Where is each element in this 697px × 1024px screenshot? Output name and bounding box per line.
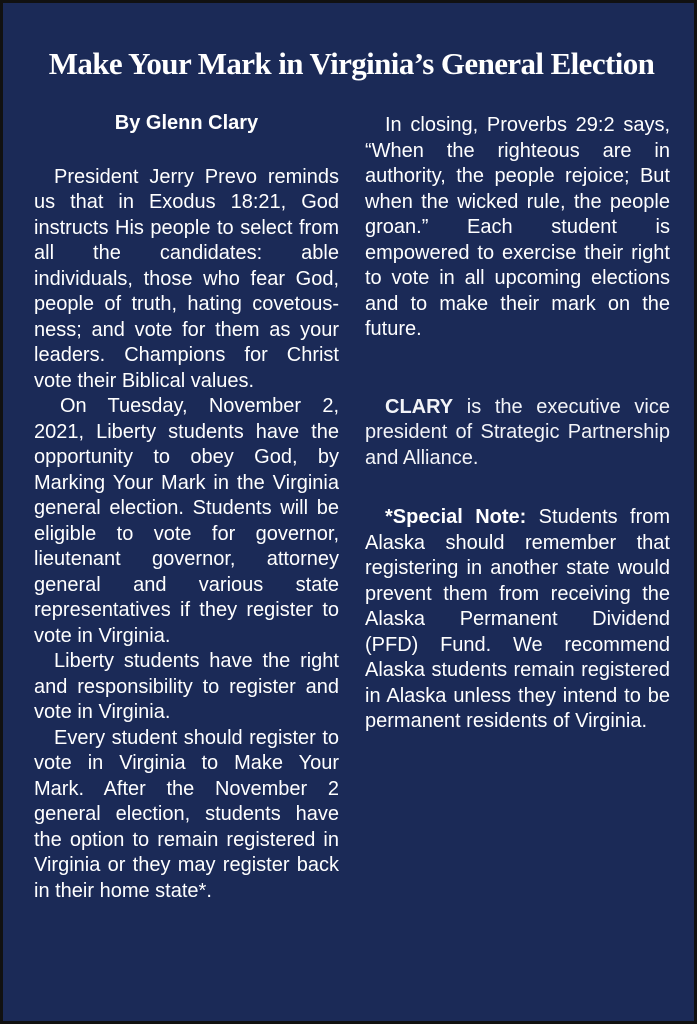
special-note-text: Students from Alaska should remember that registering in another state would prevent them from receiving the Alaska Permanent Dividend (PFD) Fund. We recommend Alaska students remain registered in Alaska unless they intend to be permanent residents of Virginia. [365, 506, 671, 732]
right-column [365, 113, 670, 735]
article-title: Make Your Mark in Virginia’s General Election [48, 46, 655, 81]
left-column [34, 111, 339, 904]
paragraph-4: Every student should register to vote in Virginia to Make Your Mark. After the November 2 general election, students have the option to remain registered in Virginia or they may register back in their home state*. [34, 726, 339, 902]
paragraph-3: Liberty students have the right and responsibility to register and vote in Virginia. [34, 650, 339, 723]
author-bio-text: is the executive vice president of Strategic Partnership and Alliance. [365, 395, 670, 469]
byline: By Glenn Clary [114, 112, 259, 134]
paragraph-5: In closing, Proverbs 29:2 says, “When the righteous are in authority, the people rejoice; But when the wicked rule, the people groan.” Each student is empowered to exercise their right to vote in all upcoming elections and to make their mark on the future. [365, 114, 670, 340]
paragraph-1: President Jerry Prevo reminds us that in Exodus 18:21, God instructs His people to select from all the candidates: able individuals, those who fear God, people of truth, hating covetousness; and vote for them as your leaders. Champions for Christ vote their Biblical values. [34, 165, 339, 392]
paragraph-2: On Tuesday, November 2, 2021, Liberty students have the opportunity to obey God, by Marking Your Mark in the Virginia general election. Students will be eligible to vote for governor, lieutenant governor, attorney general and various state representatives if they register to vote in Virginia. [34, 395, 339, 647]
author-bio [365, 395, 670, 472]
special-note-label: *Special Note: [385, 506, 527, 528]
special-note [365, 505, 670, 735]
author-name: CLARY [385, 395, 454, 418]
spacer [365, 343, 670, 395]
spacer [365, 471, 670, 505]
